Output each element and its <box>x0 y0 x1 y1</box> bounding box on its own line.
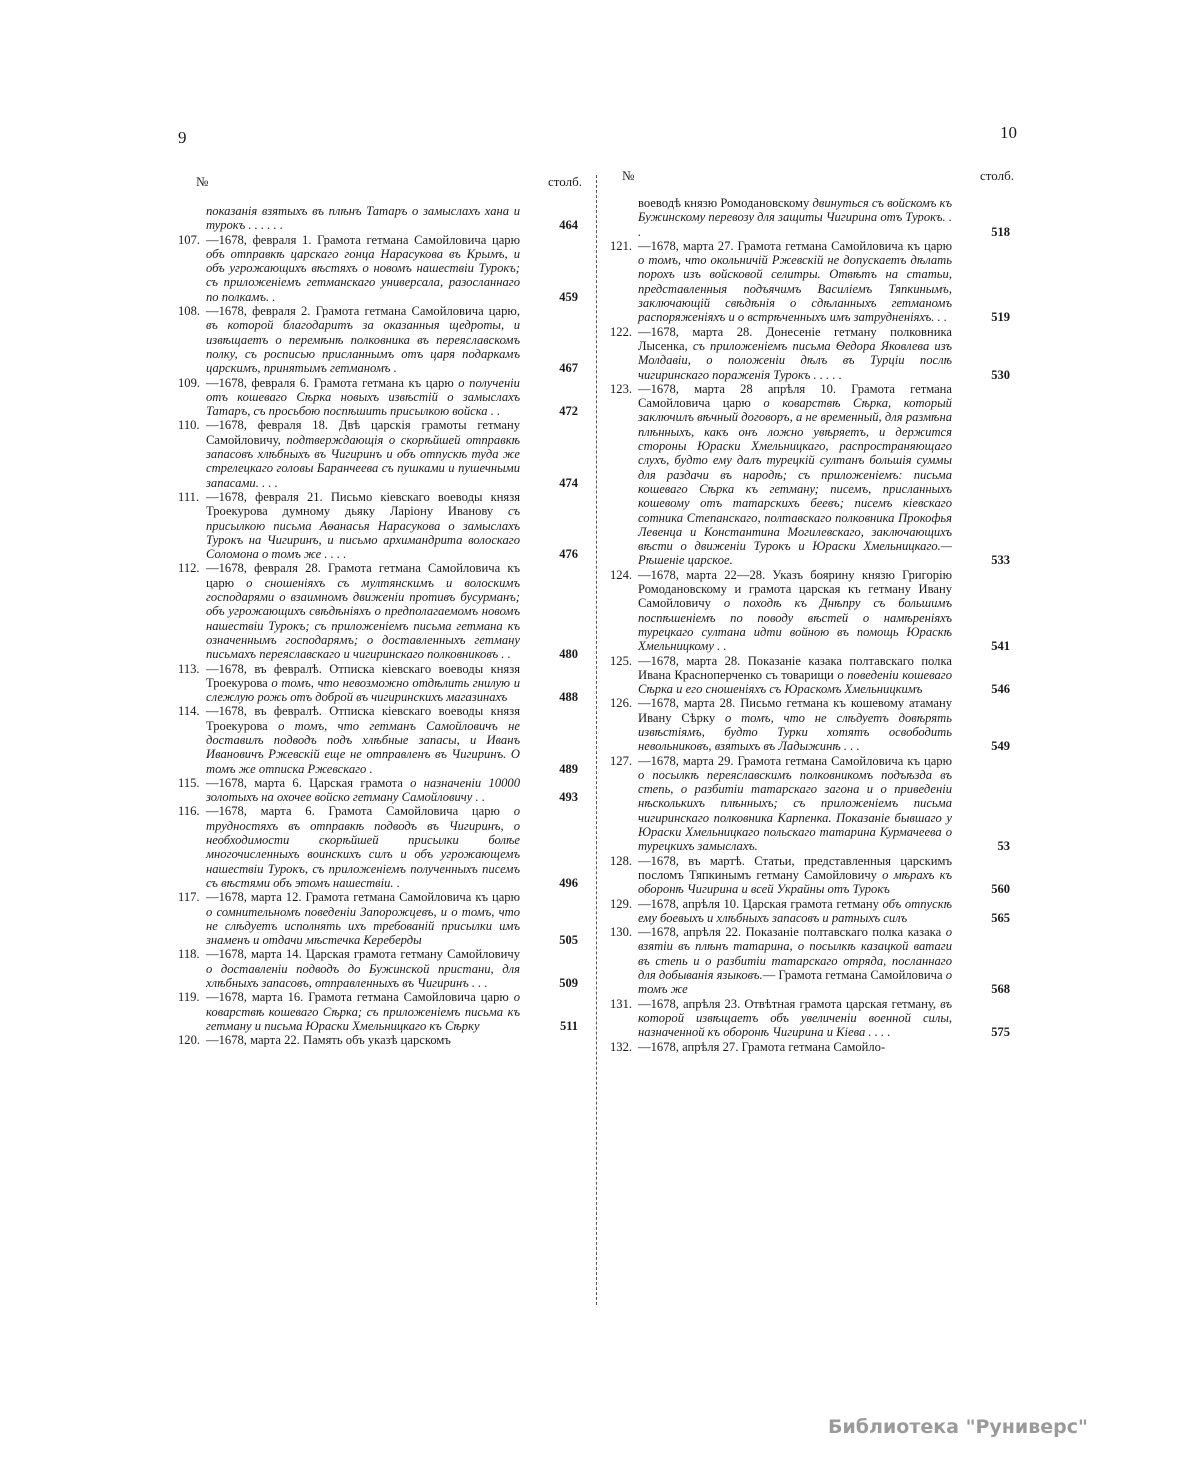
entry-description: о томъ, что окольничій Ржевскій не допускаетъ дѣлать порохъ изъ войсковой селитры. Отвѣтъ на статьи, представленныя подъячимъ Василіемъ Тяпкинымъ, заключающій свѣдѣнія о сдѣланныхъ гетманомъ распоряженіяхъ и о встрѣченныхъ имъ затрудненіяхъ. . . <box>638 253 952 325</box>
entry-description: о томъ, что гетманъ Самойловичъ не доставилъ подводъ подъ хлѣбные запасы, и Иванъ Ивановичъ Ржевскій еще не отправленъ въ Чигиринъ. О томъ же отписка Ржевскаго . <box>206 718 520 776</box>
entry-description: о томъ, что невозможно отдѣлить гнилую и слежлую рожь отъ доброй въ чигиринскихъ магазинахъ <box>206 675 520 705</box>
index-entry <box>610 925 1010 996</box>
column-number: 459 <box>559 289 578 304</box>
entry-number: 128. <box>610 853 633 868</box>
entry-number: 109. <box>178 375 201 390</box>
index-entry <box>178 804 578 890</box>
index-entry <box>178 1033 578 1047</box>
entry-heading: —1678, марта 28. Письмо гетмана къ кошевому атаману Ивану Сѣрку <box>638 696 952 725</box>
index-entry <box>178 204 578 233</box>
entry-description: о сношеніяхъ съ мултянскимъ и волоскимъ господарями о взаимномъ движеніи противъ бусурманъ; объ угрожающихъ свѣдѣніяхъ о предполагаемомъ новомъ нашествіи Турокъ; съ приложеніемъ письма гетмана къ означеннымъ господарямъ; о доставленныхъ гетману письмахъ переяславскаго и чигиринскаго полковниковъ . . <box>206 575 520 662</box>
column-divider <box>596 175 597 1305</box>
entry-number: 112. <box>178 561 200 576</box>
column-number: 480 <box>559 647 578 662</box>
column-number: 505 <box>559 933 578 948</box>
index-entry <box>610 997 1010 1040</box>
entry-number: 117. <box>178 890 200 905</box>
page-number-left: 9 <box>178 128 187 147</box>
entry-heading: —1678, апрѣля 23. Отвѣтная грамота царская гетману, <box>638 996 941 1011</box>
entry-number: 111. <box>178 489 200 504</box>
right-col-header: столб. <box>980 168 1014 183</box>
entry-heading: —1678, марта 12. Грамота гетмана Самойловича къ царю <box>206 890 520 905</box>
entry-number: 114. <box>178 704 200 719</box>
entry-heading: —1678, февраля 2. Грамота гетмана Самойловича царю, <box>206 304 520 319</box>
entry-description: въ которой благодаритъ за оказанныя щедроты, и извѣщаетъ о перемѣнѣ полковника въ переяславскомъ полку, съ росписью присланнымъ отъ царя подаркамъ царскимъ, принятымъ гетманомъ . <box>206 318 520 376</box>
entry-description: о полученіи отъ кошеваго Сѣрка новыхъ извѣстій о замыслахъ Татаръ, съ просьбою поспѣшить присылкою войска . . <box>206 375 520 419</box>
column-number: 489 <box>559 761 578 776</box>
entry-description: о назначеніи 10000 золотыхъ на охочее войско гетману Самойловичу . . <box>206 775 521 805</box>
entry-heading: —1678, февраля 18. Двѣ царскія грамоты гетману Самойловичу, <box>206 418 520 447</box>
entry-heading: —1678, марта 28. Показаніе казака полтавскаго полка Ивана Красноперченко съ товарищи <box>638 653 952 682</box>
entry-number: 125. <box>610 653 633 668</box>
entry-heading: —1678, февраля 21. Письмо кіевскаго воеводы князя Троекурова думному дьяку Ларіону Иванову <box>206 489 520 519</box>
entry-number: 113. <box>178 661 200 676</box>
entry-heading: —1678, въ февралѣ. Отписка кіевскаго воеводы князя Троекурова <box>206 661 520 690</box>
entry-number: 131. <box>610 996 633 1011</box>
entry-number: 122. <box>610 324 633 339</box>
entry-description: о мѣрахъ къ оборонѣ Чигирина и всей Украйны отъ Турокъ <box>638 867 953 897</box>
entry-heading: —1678, апрѣля 22. Показаніе полтавскаго полка казака <box>638 925 946 940</box>
column-number: 488 <box>559 690 578 705</box>
entry-description: о коварствѣ Сѣрка, который заключилъ вѣчный договоръ, а не временный, для размѣна плѣнныхъ, какъ онъ ложно увѣряетъ, и держится стороны Юраски Хмельницкаго, распространяющаго слухъ, будто ему далъ турецкій султанъ большія суммы для раздачи въ народѣ; съ приложеніемъ: письма кошеваго Сѣрка къ гетману; писемъ, присланныхъ кошевому отъ татарскихъ беевъ; писемъ кіевскаго сотника Степанскаго, полтавскаго полковника Прокофья Левенца и Константина Могилевскаго, заключающихъ вѣсти о движеніи Турокъ и Юраски Хмельницкаго.— Рѣшеніе царское. <box>638 396 952 568</box>
entry-heading: —1678, марта 29. Грамота гетмана Самойловича къ царю <box>638 753 952 768</box>
index-entry <box>178 376 578 419</box>
index-entry <box>610 897 1010 926</box>
left-column <box>178 204 578 1048</box>
entry-heading: —1678, марта 6. Царская грамота <box>206 775 411 790</box>
column-number: 560 <box>991 882 1010 897</box>
entry-description: показанія взятыхъ въ плѣнъ Татаръ о замыслахъ хана и турокъ . . . . . . <box>206 204 520 233</box>
entry-heading: —1678, марта 22—28. Указъ боярину князю Григорію Ромодановскому и грамота царская къ гетману Ивану Самойловичу <box>638 567 952 611</box>
entry-heading: —1678, февраля 6. Грамота гетмана къ царю <box>206 375 459 390</box>
entry-number: 132. <box>610 1039 633 1054</box>
index-entry <box>178 776 578 805</box>
entry-description: подтверждающія о скорѣйшей отправкѣ запасовъ хлѣбныхъ въ Чигиринъ и объ отпускѣ туда же стрелецкаго головы Баранчеева съ пушками и пушечными запасами. . . . <box>206 432 520 490</box>
column-number: 568 <box>991 982 1010 997</box>
index-entry <box>178 947 578 990</box>
entry-description: въ которой извѣщаетъ объ увеличеніи военной силы, назначенной къ оборонѣ Чигирина и Кіева . . . . <box>638 996 952 1040</box>
entry-number: 129. <box>610 896 633 911</box>
column-number: 565 <box>991 910 1010 925</box>
column-number: 533 <box>991 553 1010 568</box>
column-number: 519 <box>991 310 1010 325</box>
entry-number: 124. <box>610 567 633 582</box>
entry-heading: — Грамота гетмана Самойловича <box>762 968 946 983</box>
index-entry <box>610 754 1010 854</box>
index-entry <box>610 196 1010 239</box>
entry-number: 127. <box>610 753 633 768</box>
index-entry <box>610 1040 1010 1054</box>
left-col-header: столб. <box>548 174 582 189</box>
entry-number: 110. <box>178 418 200 433</box>
index-entry <box>178 418 578 489</box>
entry-description: о взятіи въ плѣнъ татарина, о посылкѣ казацкой ватаги въ степь и о разбитіи татарскаго отряда, посланнаго для добыванія языковъ. <box>638 925 952 983</box>
entry-description: съ присылкою письма Аѳанасья Нарасукова о замыслахъ Турокъ на Чигиринъ, и письмо архимандрита волоскаго Соломона о томъ же . . . . <box>206 504 520 562</box>
index-entry <box>178 662 578 705</box>
entry-description: о томъ же <box>638 968 952 997</box>
entry-number: 130. <box>610 925 633 940</box>
index-entry <box>610 854 1010 897</box>
page-number-right: 10 <box>1000 123 1017 142</box>
index-entry <box>178 304 578 375</box>
entry-description: о посылкѣ переяславскимъ полковникомъ подъѣзда въ степь, о разбитіи татарскаго загона и о приведеніи нѣсколькихъ плѣнныхъ; съ приложеніемъ письма чигиринскаго полковника Карпенка. Показаніе бывшаго у Юраски Хмельницкаго польскаго татарина Курмачеева о турецкихъ замыслахъ. <box>638 767 952 854</box>
left-num-header: № <box>196 174 209 189</box>
entry-description: о сомнительномъ поведеніи Запорожцевъ, и о томъ, что не слѣдуетъ исполнять ихъ требованій присылки имъ знаменъ и отдачи мѣстечка Кереберды <box>206 904 520 948</box>
entry-number: 107. <box>178 232 201 247</box>
index-entry <box>610 568 1010 654</box>
entry-number: 120. <box>178 1033 201 1048</box>
index-entry <box>178 561 578 661</box>
entry-description: объ отправкѣ царскаго гонца Нарасукова въ Крымъ, и объ угрожающихъ вѣстяхъ о новомъ нашествіи Турокъ; съ приложеніемъ гетманскаго универсала, разосланнаго по полкамъ. . <box>206 246 520 304</box>
entry-heading: —1678, марта 27. Грамота гетмана Самойловича къ царю <box>638 238 952 253</box>
entry-description: объ отпускѣ ему боевыхъ и хлѣбныхъ запасовъ и ратныхъ силъ <box>638 896 952 925</box>
column-number: 511 <box>559 1018 578 1033</box>
entry-description: о доставленіи подводъ до Бужинской пристани, для хлѣбныхъ запасовъ, отправленныхъ въ Чигиринъ . . . <box>206 961 520 991</box>
entry-heading: —1678, марта 28 апрѣля 10. Грамота гетмана Самойловича царю <box>638 381 952 411</box>
entry-description: о коварствѣ кошеваго Сѣрка; съ приложеніемъ письма къ гетману и письма Юраски Хмельницкаго къ Сѣрку <box>206 990 520 1033</box>
index-entry <box>178 704 578 775</box>
column-number: 464 <box>559 218 578 233</box>
index-entry <box>178 890 578 947</box>
entry-number: 119. <box>178 990 200 1005</box>
index-entry <box>178 490 578 561</box>
entry-heading: —1678, февраля 28. Грамота гетмана Самойловича къ царю <box>206 561 520 590</box>
entry-description: о походѣ къ Днѣпру съ большимъ поспѣшеніемъ по поводу вѣстей о намѣреніяхъ турецкаго султана идти войною въ помощь Юраскѣ Хмельницкому . . <box>638 596 953 654</box>
column-number: 541 <box>991 639 1010 654</box>
entry-number: 126. <box>610 696 633 711</box>
column-number: 474 <box>559 475 578 490</box>
column-number: 496 <box>559 875 578 890</box>
entry-heading: —1678, апрѣля 10. Царская грамота гетману <box>638 896 883 911</box>
column-number: 476 <box>559 547 578 562</box>
entry-number: 118. <box>178 947 200 962</box>
entry-description: съ приложеніемъ письма Ѳедора Яковлева изъ Молдавіи, о положеніи дѣлъ въ Турціи послѣ чигиринскаго пораженія Турокъ . . . . . <box>638 338 952 382</box>
entry-heading: —1678, марта 14. Царская грамота гетману Самойловичу <box>206 947 520 962</box>
column-number: 549 <box>991 739 1010 754</box>
entry-heading: —1678, февраля 1. Грамота гетмана Самойловича царю <box>206 232 520 247</box>
entry-description: о томъ, что не слѣдуетъ довѣрять извѣстіямъ, будто Турки хотятъ освободить невольниковъ, взятыхъ въ Ладыжинѣ . . . <box>638 710 952 754</box>
index-entry <box>178 990 578 1033</box>
index-entry <box>610 654 1010 697</box>
entry-heading: —1678, марта 16. Грамота гетмана Самойловича царю <box>206 990 514 1005</box>
entry-heading: —1678, марта 6. Грамота Самойловича царю <box>206 804 514 819</box>
column-number: 530 <box>991 367 1010 382</box>
entry-number: 123. <box>610 381 633 396</box>
column-number: 493 <box>559 790 578 805</box>
column-number: 518 <box>991 224 1010 239</box>
entry-description: двинуться съ войскомъ къ Бужинскому перевозу для защиты Чигирина отъ Турокъ. . . <box>638 196 952 239</box>
column-number: 575 <box>991 1025 1010 1040</box>
entry-description: о поведеніи кошеваго Сѣрка и его сношеніяхъ съ Юраскомъ Хмельницкимъ <box>638 667 952 697</box>
column-number: 472 <box>559 404 578 419</box>
library-watermark: Библиотека "Руниверс" <box>828 1416 1088 1438</box>
entry-heading: —1678, въ февралѣ. Отписка кіевскаго воеводы князя Троекурова <box>206 704 520 733</box>
right-column <box>610 196 1010 1054</box>
index-entry <box>178 233 578 304</box>
entry-description: о трудностяхъ въ отправкѣ подводъ въ Чигиринъ, о необходимости скорѣйшей присылки болѣе многочисленныхъ воинскихъ силъ и объ угрожающемъ нашествіи Турокъ, съ приложеніемъ полученныхъ писемъ съ вѣстями объ этомъ нашествіи. . <box>206 804 520 890</box>
entry-number: 116. <box>178 804 200 819</box>
entry-heading: —1678, марта 22. Память объ указѣ царскомъ <box>206 1033 451 1048</box>
entry-number: 108. <box>178 304 201 319</box>
entry-heading: —1678, въ мартѣ. Статьи, представленныя царскимъ посломъ Тяпкинымъ гетману Самойловичу <box>638 853 952 882</box>
index-entry <box>610 382 1010 568</box>
index-entry <box>610 696 1010 753</box>
entry-heading: —1678, марта 28. Донесеніе гетману полковника Лысенка, <box>638 324 952 353</box>
index-entry <box>610 325 1010 382</box>
column-number: 546 <box>991 682 1010 697</box>
index-entry <box>610 239 1010 325</box>
column-number: 509 <box>559 976 578 991</box>
entry-number: 115. <box>178 775 200 790</box>
entry-number: 121. <box>610 238 633 253</box>
right-num-header: № <box>622 168 635 183</box>
column-number: 467 <box>559 361 578 376</box>
entry-heading: воеводѣ князю Ромодановскому <box>638 196 813 210</box>
entry-heading: —1678, апрѣля 27. Грамота гетмана Самойло- <box>638 1039 886 1054</box>
column-number: 53 <box>997 839 1010 854</box>
